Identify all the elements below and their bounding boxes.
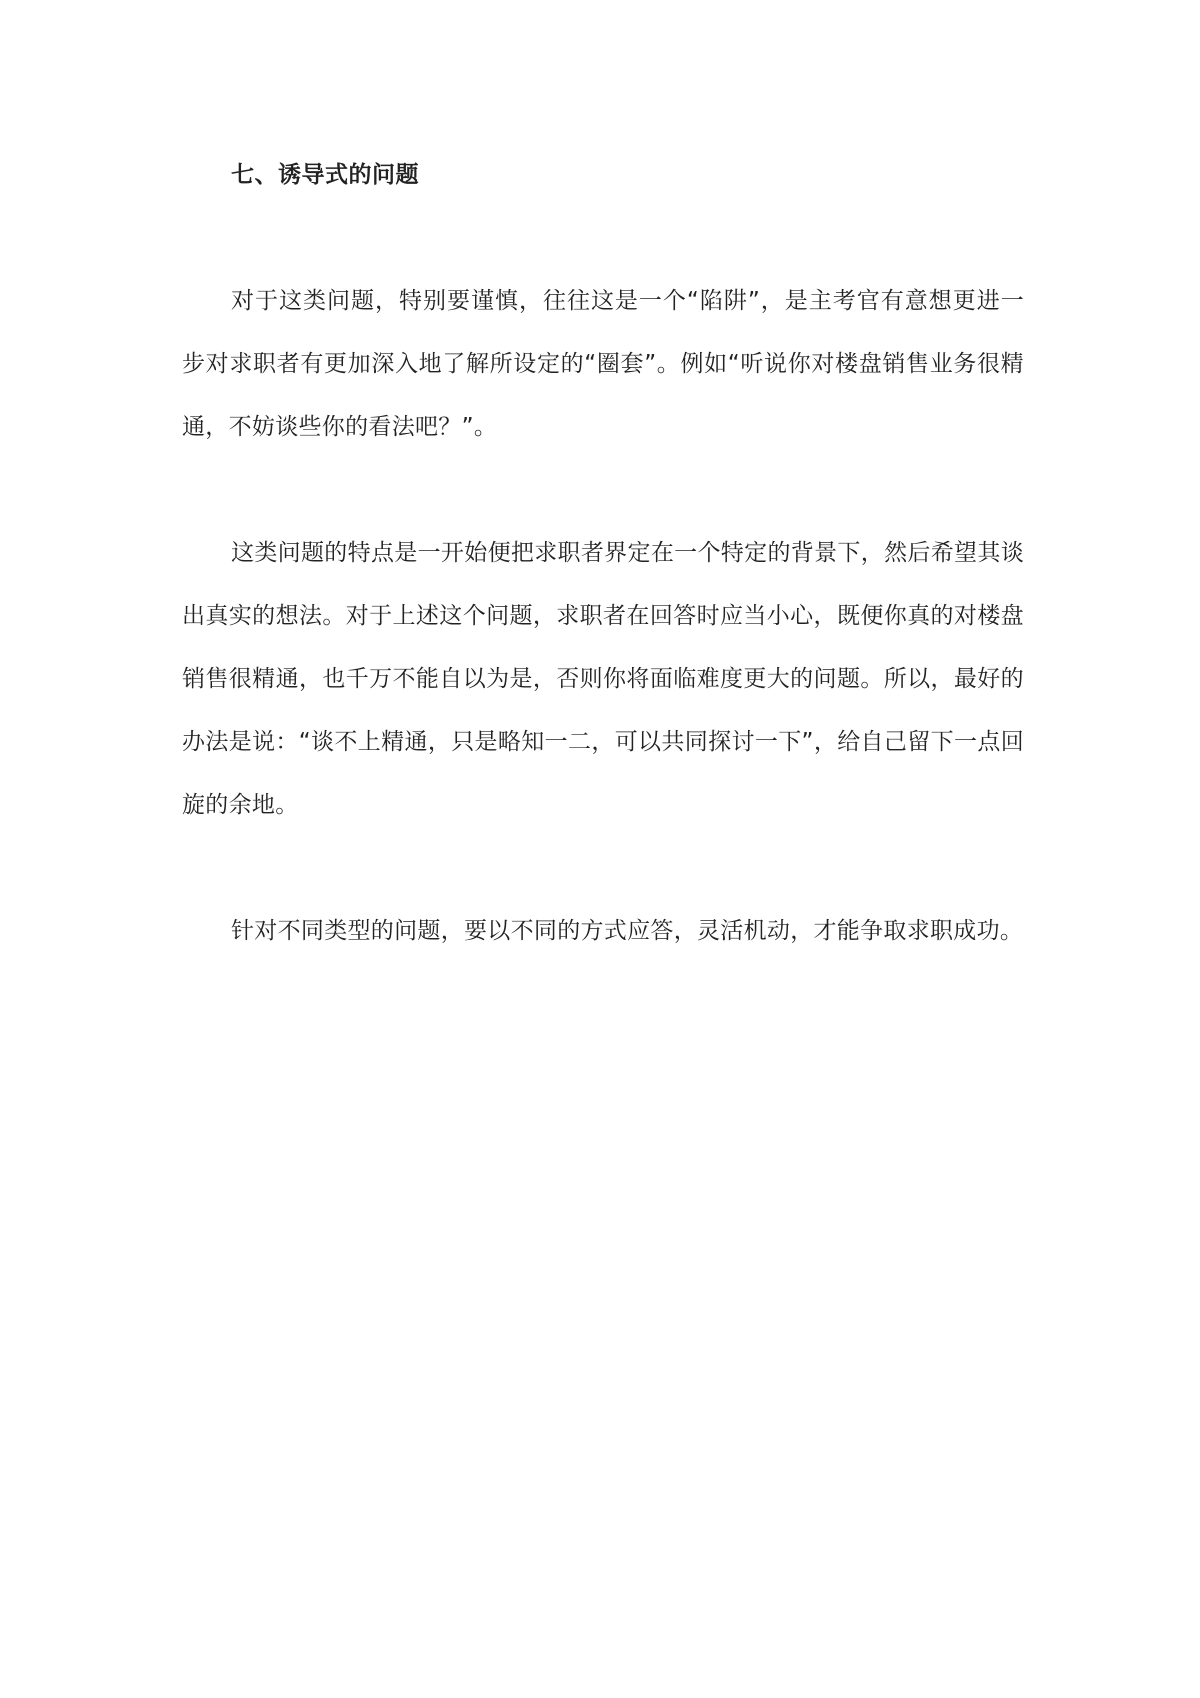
section-heading: 七、诱导式的问题 (231, 162, 419, 188)
paragraph-2: 这类问题的特点是一开始便把求职者界定在一个特定的背景下，然后希望其谈出真实的想法。对于上述这个问题，求职者在回答时应当小心，既便你真的对楼盘销售很精通，也千万不能自以为是，否则你将面临难度更大的问题。所以，最好的办法是说：“谈不上精通，只是略知一二，可以共同探讨一下”，给自己留下一点回旋的余地。 (182, 540, 1024, 818)
document-content (182, 158, 1024, 963)
paragraph-1: 对于这类问题，特别要谨慎，往往这是一个“陷阱”，是主考官有意想更进一步对求职者有更加深入地了解所设定的“圈套”。例如“听说你对楼盘销售业务很精通，不妨谈些你的看法吧？”。 (182, 288, 1024, 440)
paragraph-3: 针对不同类型的问题，要以不同的方式应答，灵活机动，才能争取求职成功。 (231, 918, 1024, 944)
